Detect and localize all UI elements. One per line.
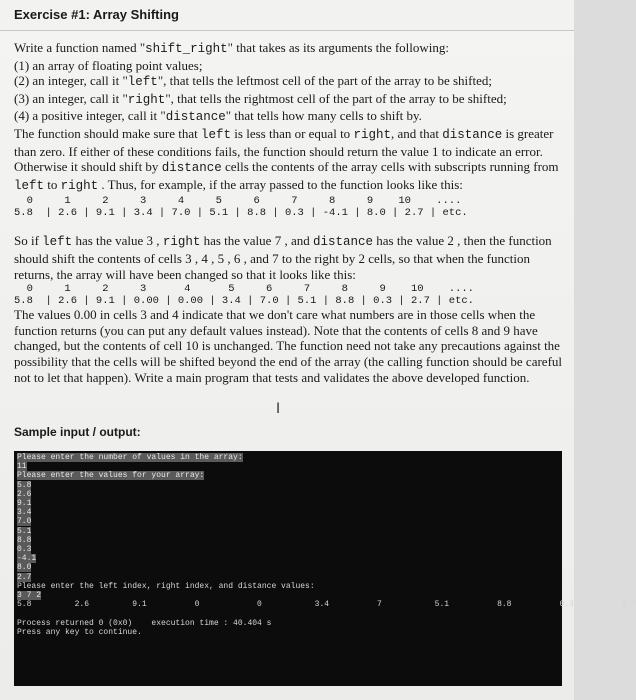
code-term: distance (165, 110, 226, 125)
argument-list (14, 58, 562, 195)
code-term: left (14, 178, 45, 193)
spacer (14, 219, 562, 233)
console-text: 8.0 (17, 563, 32, 573)
console-text: 7.0 (17, 517, 32, 527)
console-text: 0.3 (17, 545, 32, 555)
text-run: ", that tells the rightmost cell of the part of the array to be shifted; (165, 90, 507, 106)
console-text: 2.7 (17, 572, 32, 582)
console-line (17, 591, 559, 600)
console-line (17, 609, 559, 618)
console-text: Press any key to continue. (17, 627, 142, 637)
text-run: , and that (390, 125, 443, 141)
array-values-row: 5.8 | 2.6 | 9.1 | 3.4 | 7.0 | 5.1 | 8.8 | 0.3 | -4.1 | 8.0 | 2.7 | etc. (14, 207, 468, 220)
text-run: Write a function named " (14, 40, 146, 55)
text-cursor-icon: I (276, 401, 281, 417)
exercise-title: Exercise #1: Array Shifting (14, 7, 179, 22)
console-text: Please enter the left index, right index, and distance values: (17, 581, 315, 591)
shifted-array-values-row: 5.8 | 2.6 | 9.1 | 0.00 | 0.00 | 3.4 | 7.0 | 5.1 | 8.8 | 0.3 | 2.7 | etc. (14, 295, 474, 308)
text-run: " that takes as its arguments the following: (227, 40, 449, 55)
code-term: left (201, 127, 232, 142)
console-line (17, 563, 559, 572)
code-term: right (162, 235, 201, 250)
code-term: distance (312, 235, 373, 250)
console-line (17, 619, 559, 628)
console-text (17, 609, 22, 618)
text-run: (2) an integer, call it " (14, 73, 128, 89)
console-text: 3 7 2 (17, 591, 42, 601)
code-term: left (42, 235, 73, 250)
console-output (14, 451, 636, 686)
console-line (17, 490, 559, 499)
text-run: " that tells how many cells to shift by. (225, 108, 422, 124)
statement-line (14, 58, 562, 74)
console-line (17, 462, 559, 471)
statement-line (14, 126, 562, 194)
text-run: (3) an integer, call it " (14, 90, 128, 106)
console-text: Please enter the values for your array: (17, 471, 205, 481)
text-run: ", that tells the leftmost cell of the part of the array to be shifted; (157, 73, 492, 89)
shifted-array-index-row: 0 1 2 3 4 5 6 7 8 9 10 .... (14, 283, 474, 296)
console-line (17, 554, 559, 563)
explanation-paragraph: The values 0.00 in cells 3 and 4 indicate that we don't care what numbers are in those cells when the function returns (you can put any default values instead). Note that the contents of cells 8 and 9 have changed, but the contents of cell 10 is unchanged. The function need not take any precautions against the possibility that the cells will be shifted beyond the end of the array (the calling function should be careful not to let that happen). Write a main program that tests and validates the above developed function. (14, 307, 563, 385)
console-text: Process returned 0 (0x0) execution time : 40.404 s (17, 618, 272, 628)
console-text: 9.1 (17, 499, 32, 509)
example-paragraph (14, 233, 562, 282)
text-run: is less than or equal to (231, 125, 354, 141)
sample-label: Sample input / output: (14, 425, 141, 439)
text-run: has the value 7 , and (200, 233, 313, 249)
text-run: (4) a positive integer, call it " (14, 108, 166, 124)
code-term: distance (161, 161, 222, 176)
console-line (17, 573, 559, 582)
console-line (17, 600, 636, 610)
text-run: cells the contents of the array cells with subscripts running from (221, 159, 559, 175)
text-run: has the value 3 , (72, 233, 163, 249)
console-text: 8.8 (17, 535, 32, 545)
console-line (17, 499, 559, 508)
statement-line (14, 73, 562, 91)
array-index-row: 0 1 2 3 4 5 6 7 8 9 10 .... (14, 195, 462, 208)
text-run: . Thus, for example, if the array passed to the function looks like this: (98, 176, 463, 192)
text-run: is greater than zero. If either of these conditions fails, the function should return the value 1 to indicate an error. Otherwise it should shift by (14, 125, 554, 175)
statement-line (14, 91, 562, 109)
console-text: 2.6 (17, 489, 32, 499)
console-text: 11 (17, 462, 27, 472)
console-line (17, 536, 559, 545)
intro-paragraph (14, 40, 562, 58)
code-term: shift_right (145, 42, 228, 56)
text-run: has the value 2 , then the function should shift the contents of cells 3 , 4 , 5 , 6 , and 7 to the right by 2 cells, so that when the function returns, the array will have been changed so that it looks like this: (14, 233, 552, 282)
code-term: left (127, 75, 158, 90)
console-line (17, 453, 559, 462)
console-text: 5.8 2.6 9.1 0 0 3.4 7 5.1 8.8 0.3 2.7 (17, 600, 636, 610)
console-text: Please enter the number of values in the array: (17, 453, 243, 462)
console-text: 3.4 (17, 508, 32, 518)
title-bar (0, 0, 574, 31)
console-line (17, 481, 559, 490)
console-line (17, 628, 559, 637)
text-run: (1) an array of floating point values; (14, 57, 203, 73)
problem-statement (14, 40, 562, 385)
text-run: The function should make sure that (14, 125, 202, 141)
console-text: 5.8 (17, 480, 32, 490)
console-line (17, 471, 559, 480)
console-text: 5.1 (17, 526, 32, 536)
console-line (17, 545, 559, 554)
code-term: right (353, 127, 391, 142)
text-run: to (44, 176, 61, 192)
console-line (17, 582, 559, 591)
code-term: right (127, 92, 166, 107)
console-line (17, 517, 559, 526)
console-line (17, 508, 559, 517)
code-term: distance (442, 127, 503, 142)
statement-line (14, 108, 562, 126)
console-text: -4.1 (17, 554, 37, 564)
console-line (17, 527, 559, 536)
text-run: So if (14, 233, 43, 249)
code-term: right (60, 178, 99, 193)
